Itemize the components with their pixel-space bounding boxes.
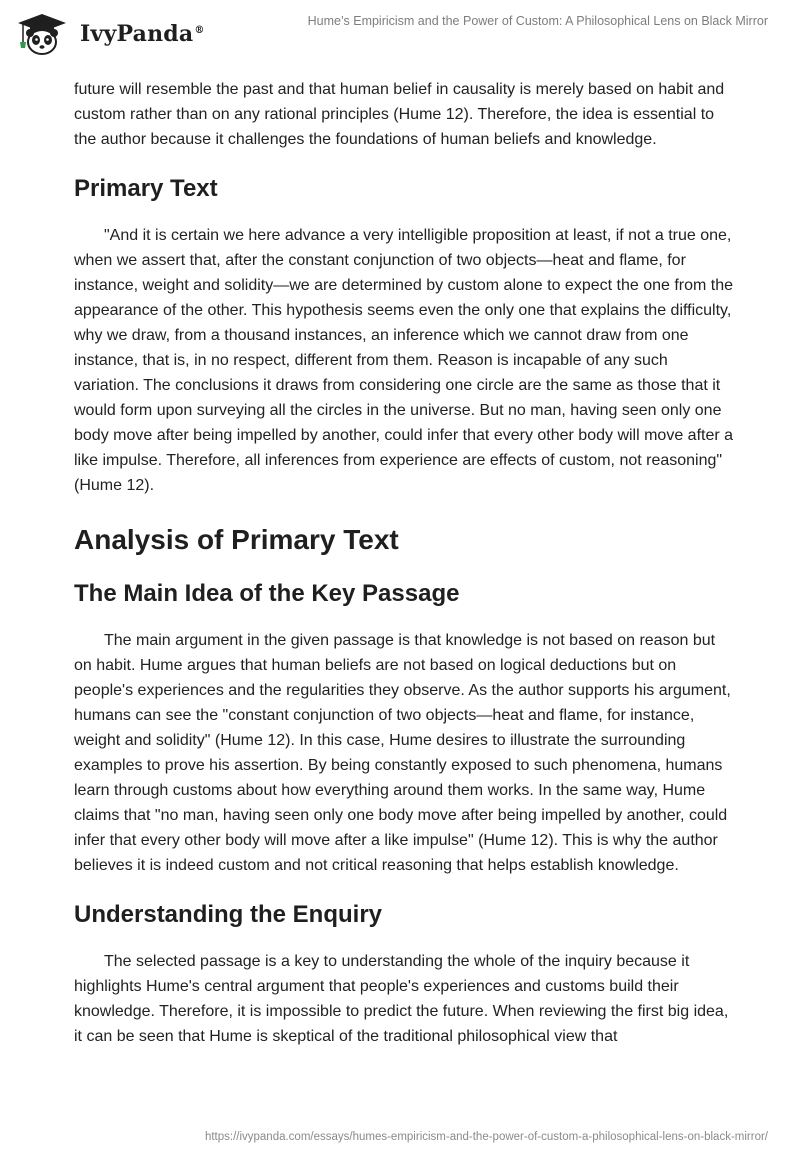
brand-name: IvyPanda®: [80, 21, 205, 47]
intro-paragraph: future will resemble the past and that human belief in causality is merely based on habit and custom rather than on any rational principles (Hume 12). Therefore, the idea is essential to the author because it challenges the foundations of human beliefs and knowledge.: [74, 81, 725, 148]
ivypanda-logo[interactable]: [14, 10, 224, 58]
enquiry-heading: Understanding the Enquiry: [74, 901, 383, 928]
main-idea-heading: The Main Idea of the Key Passage: [74, 580, 460, 607]
analysis-heading: Analysis of Primary Text: [74, 524, 399, 555]
page-header: [0, 0, 800, 70]
document-title: Hume’s Empiricism and the Power of Custom: A Philosophical Lens on Black Mirror: [307, 14, 768, 28]
essay-content: [74, 70, 734, 1049]
main-idea-paragraph: The main argument in the given passage is that knowledge is not based on reason but on habit. Hume argues that human beliefs are not based on logical deductions but on people's experiences and the regularities they observe. As the author supports his argument, humans can see the "constant conjunction of two objects—heat and flame, for instance, weight and solidity" (Hume 12). In this case, Hume desires to illustrate the surrounding examples to prove his assertion. By being constantly exposed to such phenomena, humans learn through customs about how everything around them works. In the same way, Hume claims that "no man, having seen only one body move after being impelled by another, could infer that every other body will move after a like impulse" (Hume 12). This is why the author believes it is indeed custom and not critical reasoning that helps establish knowledge.: [74, 632, 731, 874]
source-url[interactable]: https://ivypanda.com/essays/humes-empiricism-and-the-power-of-custom-a-philosophical-lens-on-black-mirror/: [204, 1131, 768, 1143]
primary-text-paragraph: "And it is certain we here advance a very intelligible proposition at least, if not a true one, when we assert that, after the constant conjunction of two objects—heat and flame, for instance, weight and solidity—we are determined by custom alone to expect the one from the appearance of the other. This hypothesis seems even the only one that explains the difficulty, why we draw, from a thousand instances, an inference which we cannot draw from one instance, that is, in no respect, different from them. Reason is incapable of any such variation. The conclusions it draws from considering one circle are the same as those that it would form upon surveying all the circles in the universe. But no man, having seen only one body move after being impelled by another, could infer that every other body will move after a like impulse. Therefore, all inferences from experience are effects of custom, not reasoning" (Hume 12).: [74, 227, 734, 494]
primary-text-heading: Primary Text: [74, 175, 218, 202]
enquiry-paragraph: The selected passage is a key to understanding the whole of the inquiry because it highlights Hume's central argument that people's experiences and customs build their knowledge. Therefore, it is impossible to predict the future. When reviewing the first big idea, it can be seen that Hume is skeptical of the traditional philosophical view that: [74, 953, 729, 1045]
panda-icon: [14, 12, 70, 56]
